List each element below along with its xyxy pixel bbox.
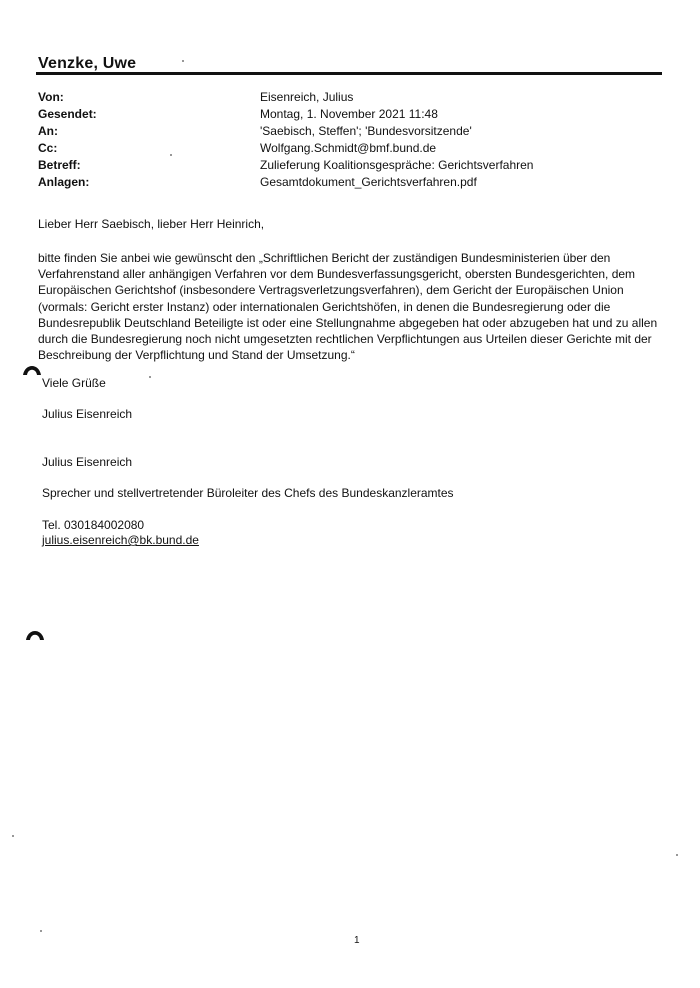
from-value: Eisenreich, Julius	[260, 90, 354, 104]
greeting: Lieber Herr Saebisch, lieber Herr Heinrich,	[38, 217, 265, 231]
to-value: 'Saebisch, Steffen'; 'Bundesvorsitzende'	[260, 124, 472, 138]
scan-punch-mark-icon	[24, 622, 46, 644]
closing: Viele Grüße	[42, 376, 106, 390]
attachments-label: Anlagen:	[38, 175, 90, 189]
page-number: 1	[354, 935, 360, 946]
subject-value: Zulieferung Koalitionsgespräche: Gerichtsverfahren	[260, 158, 534, 172]
from-label: Von:	[38, 90, 64, 104]
mailbox-owner-name: Venzke, Uwe	[38, 55, 137, 72]
cc-value: Wolfgang.Schmidt@bmf.bund.de	[260, 141, 437, 155]
signature-email-link[interactable]: julius.eisenreich@bk.bund.de	[42, 533, 199, 547]
to-label: An:	[38, 124, 58, 138]
scan-speck	[676, 854, 678, 856]
signoff-name: Julius Eisenreich	[42, 407, 133, 421]
signature-title: Sprecher und stellvertretender Büroleiter des Chefs des Bundeskanzleramtes	[42, 486, 454, 500]
cc-label: Cc:	[38, 141, 58, 155]
scan-speck	[182, 60, 184, 62]
subject-label: Betreff:	[38, 158, 81, 172]
scan-speck	[40, 930, 42, 932]
scan-speck	[149, 376, 151, 378]
scan-speck	[170, 154, 172, 156]
attachment-file-name: Gesamtdokument_Gerichtsverfahren.pdf	[260, 175, 477, 189]
sent-label: Gesendet:	[38, 107, 97, 121]
signature-phone: Tel. 030184002080	[42, 518, 145, 532]
signature-name: Julius Eisenreich	[42, 455, 133, 469]
scan-speck	[12, 835, 14, 837]
sent-value: Montag, 1. November 2021 11:48	[260, 107, 438, 121]
scan-punch-mark-icon	[21, 357, 43, 379]
header-rule	[36, 72, 662, 75]
main-paragraph: bitte finden Sie anbei wie gewünscht den „Schriftlichen Bericht der zuständigen Bundesministerien über den Verfahrenstand aller anhängigen Verfahren vor dem Bundesverfassungsgericht, obersten Bundesgerichten, dem Europäischen Gerichtshof (insbesondere Vertragsverletzungsverfahren), dem Gericht der Europäischen Union (vormals: Gericht erster Instanz) oder internationalen Gerichtshöfen, in denen die Bundesregierung oder die Bundesrepublik Deutschland Beteiligte ist oder eine Stellungnahme abgegeben hat oder abzugeben hat und zu allen durch die Bundesregierung noch nicht umgesetzten rechtlichen Verpflichtungen aus Urteilen dieser Gerichte mit der Beschreibung der Verpflichtung und Stand der Umsetzung.“	[38, 251, 658, 363]
